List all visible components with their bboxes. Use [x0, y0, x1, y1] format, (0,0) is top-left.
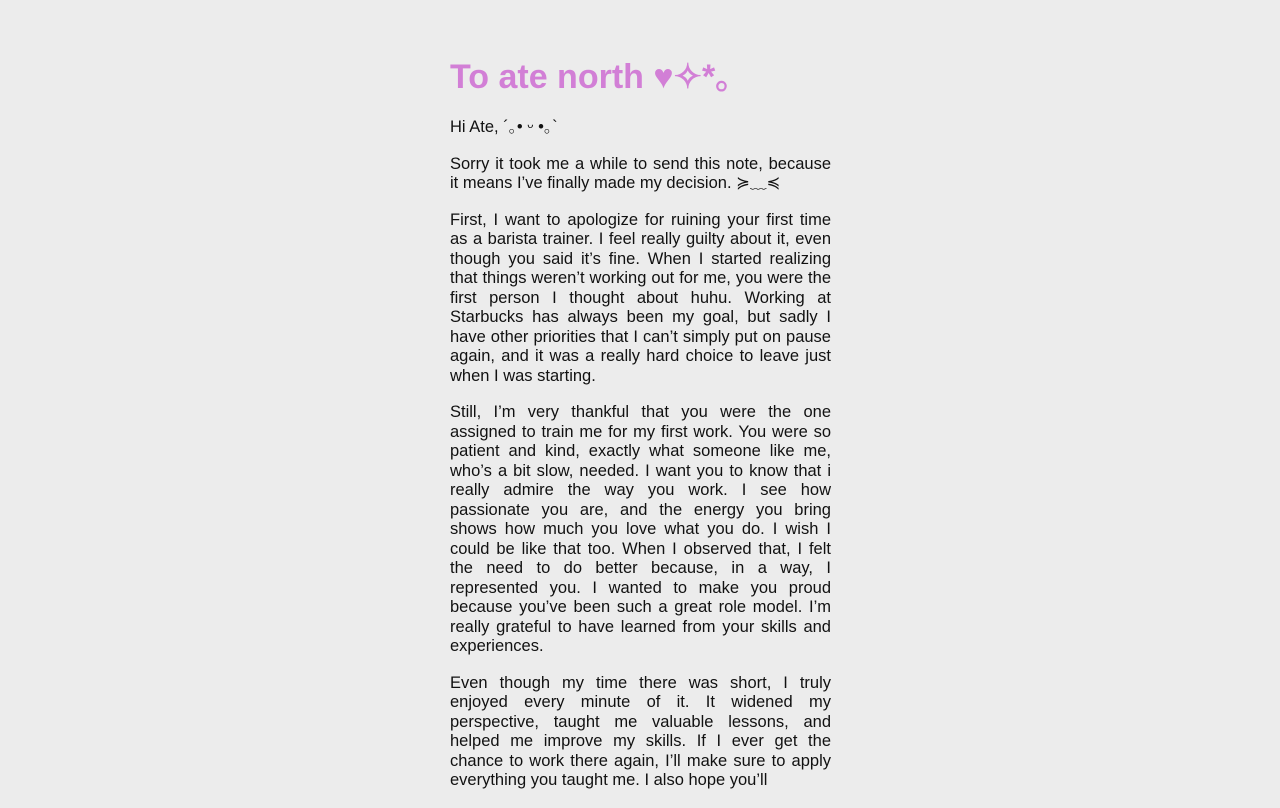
- letter-paragraph: Sorry it took me a while to send this note, because it means I’ve finally made my decision. ≽﹏≼: [450, 154, 831, 192]
- letter-paragraph: Even though my time there was short, I truly enjoyed every minute of it. It widened my perspective, taught me valuable lessons, and helped me improve my skills. If I ever get the chance to work there again, I’ll make sure to apply everything you taught me. I also hope you’ll: [450, 673, 831, 789]
- letter-paragraph: Still, I’m very thankful that you were the one assigned to train me for my first work. You were so patient and kind, exactly what someone like me, who’s a bit slow, needed. I want you to know that i really admire the way you work. I see how passionate you are, and the energy you bring shows how much you love what you do. I wish I could be like that too. When I observed that, I felt the need to do better because, in a way, I represented you. I wanted to make you proud because you’ve been such a great role model. I’m really grateful to have learned from your skills and experiences.: [450, 403, 831, 655]
- letter-paragraph: First, I want to apologize for ruining your first time as a barista trainer. I feel really guilty about it, even though you said it’s fine. When I started realizing that things weren’t working out for me, you were the first person I thought about huhu. Working at Starbucks has always been my goal, but sadly I have other priorities that I can’t simply put on pause again, and it was a really hard choice to leave just when I was starting.: [450, 210, 831, 385]
- letter-greeting: Hi Ate, ´｡• ᵕ •｡`: [450, 118, 558, 136]
- letter-title: To ate north ♥✧*。: [450, 58, 750, 96]
- letter: [450, 56, 831, 808]
